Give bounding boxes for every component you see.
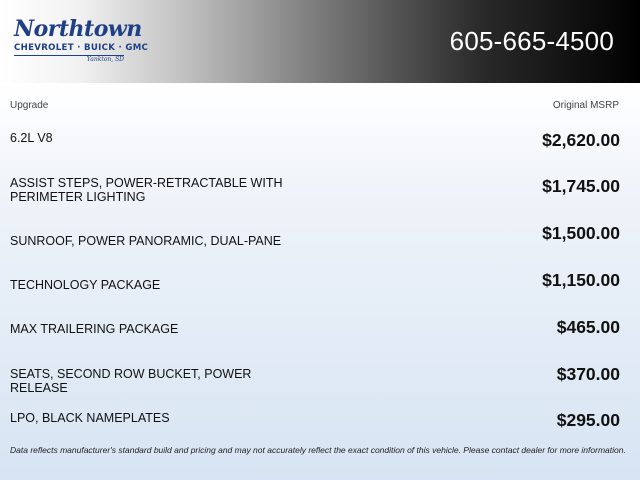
upgrade-name: SUNROOF, POWER PANORAMIC, DUAL-PANE [10, 234, 282, 248]
upgrade-name: 6.2L V8 [10, 131, 53, 145]
header-bar [0, 0, 640, 83]
upgrade-price: $370.00 [556, 364, 620, 384]
column-header-upgrade: Upgrade [10, 100, 49, 111]
logo-script-text: Northtown [14, 16, 142, 42]
column-header-original-msrp: Original MSRP [552, 100, 619, 111]
upgrade-name: SEATS, SECOND ROW BUCKET, POWER RELEASE [10, 367, 252, 395]
dealer-logo[interactable] [12, 16, 149, 66]
upgrade-name: ASSIST STEPS, POWER-RETRACTABLE WITH PERIMETER LIGHTING [10, 176, 283, 204]
logo-city-text: Yankton, SD [86, 56, 124, 63]
disclaimer-text: Data reflects manufacturer's standard build and pricing and may not accurately reflect the exact condition of this vehicle. Please contact dealer for more information. [10, 445, 626, 455]
upgrade-name: MAX TRAILERING PACKAGE [10, 322, 179, 336]
upgrade-price: $1,745.00 [542, 176, 620, 196]
upgrade-price: $1,500.00 [542, 223, 620, 243]
upgrade-name: LPO, BLACK NAMEPLATES [10, 411, 170, 425]
upgrade-name: TECHNOLOGY PACKAGE [10, 278, 161, 292]
upgrade-price: $465.00 [556, 317, 620, 337]
upgrade-price: $295.00 [556, 410, 620, 430]
logo-brands-text: CHEVROLET · BUICK · GMC [14, 43, 149, 53]
dealer-phone-number[interactable]: 605-665-4500 [449, 26, 614, 56]
upgrade-price: $1,150.00 [542, 270, 620, 290]
upgrade-price: $2,620.00 [542, 130, 620, 150]
